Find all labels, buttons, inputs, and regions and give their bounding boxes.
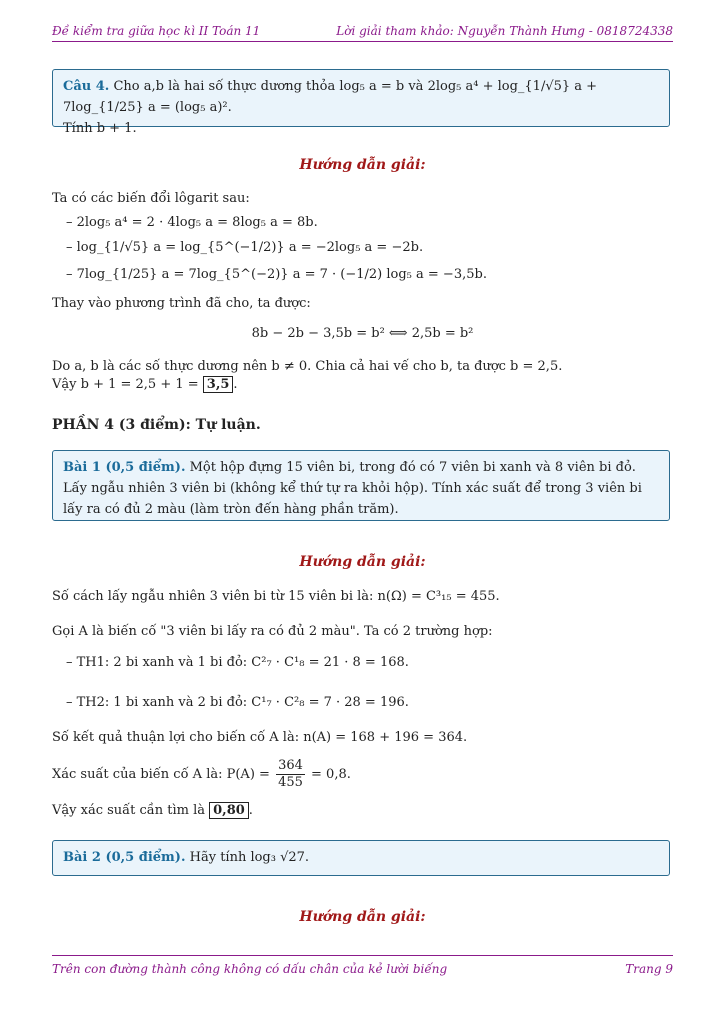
sol1-line-3: Số kết quả thuận lợi cho biến cố A là: n(A) = 168 + 196 = 364. xyxy=(52,730,468,745)
sol1-line-5-text: Vậy xác suất cần tìm là xyxy=(52,803,210,818)
page-header xyxy=(52,24,673,40)
bai-1-text: Một hộp đựng 15 viên bi, trong đó có 7 viên bi xanh và 8 viên bi đỏ. Lấy ngẫu nhiên 3 viên bi (không kể thứ tự ra khỏi hộp). Tính xác suất để trong 3 viên bi lấy ra có đủ 2 màu (làm tròn đến hàng phần trăm). xyxy=(63,460,642,517)
footer-motto: Trên con đường thành công không có dấu chân của kẻ lười biếng xyxy=(52,962,448,976)
probability-fraction xyxy=(276,758,305,791)
sol1-case-1: – TH1: 2 bi xanh và 1 bi đỏ: C²₇ · C¹₈ = 21 · 8 = 168. xyxy=(66,655,409,670)
bai-1-box xyxy=(52,450,670,521)
header-right: Lời giải tham khảo: Nguyễn Thành Hưng - 0818724338 xyxy=(336,24,673,38)
sol4-line-2 xyxy=(52,376,672,394)
sol1-probability-text: Xác suất của biến cố A là: P(A) = xyxy=(52,767,270,782)
sol1-line-5 xyxy=(52,802,672,820)
sol4-equation: 8b − 2b − 3,5b = b² ⟺ 2,5b = b² xyxy=(251,326,474,341)
sol4-substitute: Thay vào phương trình đã cho, ta được: xyxy=(52,296,311,311)
bai-1-label: Bài 1 (0,5 điểm). xyxy=(63,460,186,475)
solution-heading-bai-2: Hướng dẫn giải: xyxy=(299,909,426,925)
sol1-line-4 xyxy=(52,758,672,792)
fraction-denominator: 455 xyxy=(278,775,303,790)
section-4-title: PHẦN 4 (3 điểm): Tự luận. xyxy=(52,417,261,433)
sol1-line-1: Số cách lấy ngẫu nhiên 3 viên bi từ 15 viên bi là: n(Ω) = C³₁₅ = 455. xyxy=(52,589,500,604)
sol4-line-2-end: . xyxy=(233,377,238,392)
question-4-text: Cho a,b là hai số thực dương thỏa log₅ a = b và 2log₅ a⁴ + log_{1/√5} a + 7log_{1/25} a = (log₅ a)². xyxy=(63,79,598,115)
header-left: Đề kiểm tra giữa học kì II Toán 11 xyxy=(52,24,261,38)
solution-heading-4: Hướng dẫn giải: xyxy=(299,157,426,173)
sol4-bullet-1: – 2log₅ a⁴ = 2 · 4log₅ a = 8log₅ a = 8b. xyxy=(66,215,318,230)
bai-2-box xyxy=(52,840,670,876)
sol4-line-1: Do a, b là các số thực dương nên b ≠ 0. Chia cả hai vế cho b, ta được b = 2,5. xyxy=(52,359,563,374)
sol4-line-2-text: Vậy b + 1 = 2,5 + 1 = xyxy=(52,377,203,392)
question-4-box xyxy=(52,69,670,136)
bai-2-label: Bài 2 (0,5 điểm). xyxy=(63,850,186,865)
sol4-bullet-2: – log_{1/√5} a = log_{5^(−1/2)} a = −2log₅ a = −2b. xyxy=(66,240,424,255)
page-number: Trang 9 xyxy=(625,962,673,976)
bai-2-text: Hãy tính log₃ √27. xyxy=(189,850,310,865)
solution-heading-bai-1: Hướng dẫn giải: xyxy=(299,554,426,570)
sol1-line-2: Gọi A là biến cố "3 viên bi lấy ra có đủ 2 màu". Ta có 2 trường hợp: xyxy=(52,624,493,639)
sol1-line-5-end: . xyxy=(248,803,253,818)
sol4-answer-box: 3,5 xyxy=(203,376,234,393)
sol1-probability-result: = 0,8. xyxy=(311,767,351,782)
sol4-bullet-3: – 7log_{1/25} a = 7log_{5^(−2)} a = 7 · (−1/2) log₅ a = −3,5b. xyxy=(66,267,487,282)
sol1-case-2: – TH2: 1 bi xanh và 2 bi đỏ: C¹₇ · C²₈ = 7 · 28 = 196. xyxy=(66,695,409,710)
sol4-intro: Ta có các biến đổi lôgarit sau: xyxy=(52,191,250,206)
fraction-numerator: 364 xyxy=(278,758,303,773)
question-4-label: Câu 4. xyxy=(63,79,110,94)
question-4-text-2: Tính b + 1. xyxy=(63,121,137,136)
sol1-answer-box: 0,80 xyxy=(209,802,249,819)
footer-rule xyxy=(52,955,673,956)
header-rule xyxy=(52,41,673,42)
